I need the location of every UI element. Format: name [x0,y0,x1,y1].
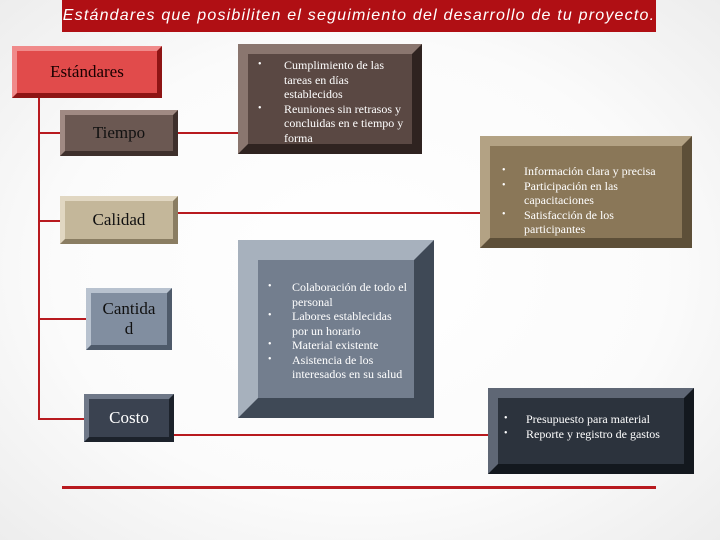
list-item [268,309,408,338]
cantidad-detail-list [268,280,408,382]
list-item [268,280,408,309]
bullet-icon: • [268,310,272,321]
list-item [258,58,406,102]
bullet-icon: • [268,339,272,350]
tiempo-detail-list [258,58,406,145]
bullet-icon: • [504,413,508,424]
cantidad-label [103,299,156,339]
list-item-text: Cumplimiento de las tareas en días establecidos [284,58,384,101]
costo-label: Costo [109,408,149,427]
bullet-icon: • [258,102,262,114]
connector-costo [38,418,84,420]
list-item [504,427,678,442]
calidad-detail-list [502,164,676,237]
connector-costo-detail [174,434,488,436]
list-item [502,179,676,208]
list-item [258,102,406,146]
connector-cantidad [38,318,86,320]
bullet-icon: • [504,427,508,439]
tiempo-detail-box [238,44,422,154]
bullet-icon: • [502,165,506,176]
connector-tiempo-detail [178,132,238,134]
connector-tiempo [38,132,60,134]
cantidad-detail-box [238,240,434,418]
estandares-box [12,46,162,98]
bullet-icon: • [268,353,272,365]
connector-calidad [38,220,60,222]
bottom-divider [62,486,656,489]
costo-detail-list [504,412,678,441]
list-item-text: Material existente [292,338,379,352]
list-item-text: Reporte y registro de gastos [526,426,660,441]
cantidad-label-line-1: Cantida [102,299,156,318]
bullet-icon: • [502,208,506,220]
list-item [504,412,678,427]
calidad-box [60,196,178,244]
list-item-text: Información clara y precisa [524,164,656,178]
calidad-detail-box [480,136,692,248]
list-item [268,338,408,353]
tiempo-label: Tiempo [92,123,146,142]
costo-detail-box [488,388,694,474]
list-item-text: Reuniones sin retrasos y concluidas en e tiempo y forma [284,101,404,145]
bullet-icon: • [258,59,262,70]
cantidad-label-line-2: d [124,319,134,338]
list-item-text: Participación en las capacitaciones [524,178,618,207]
list-item [502,208,676,237]
list-item-text: Labores establecidas por un horario [292,309,392,338]
calidad-label: Calidad [92,210,146,229]
bullet-icon: • [502,179,506,191]
cantidad-box [86,288,172,350]
list-item-text: Satisfacción de los participantes [524,207,614,236]
list-item [268,353,408,382]
list-item-text: Colaboración de todo el personal [292,280,407,309]
costo-box [84,394,174,442]
list-item-text: Asistencia de los interesados en su salud [292,352,403,381]
tiempo-box [60,110,178,156]
list-item-text: Presupuesto para material [526,412,650,426]
page-title: Estándares que posibiliten el seguimiento del desarrollo de tu proyecto. [62,0,656,32]
list-item [502,164,676,179]
connector-trunk [38,98,40,418]
bullet-icon: • [268,281,272,292]
connector-calidad-detail [178,212,480,214]
estandares-label: Estándares [50,62,124,81]
